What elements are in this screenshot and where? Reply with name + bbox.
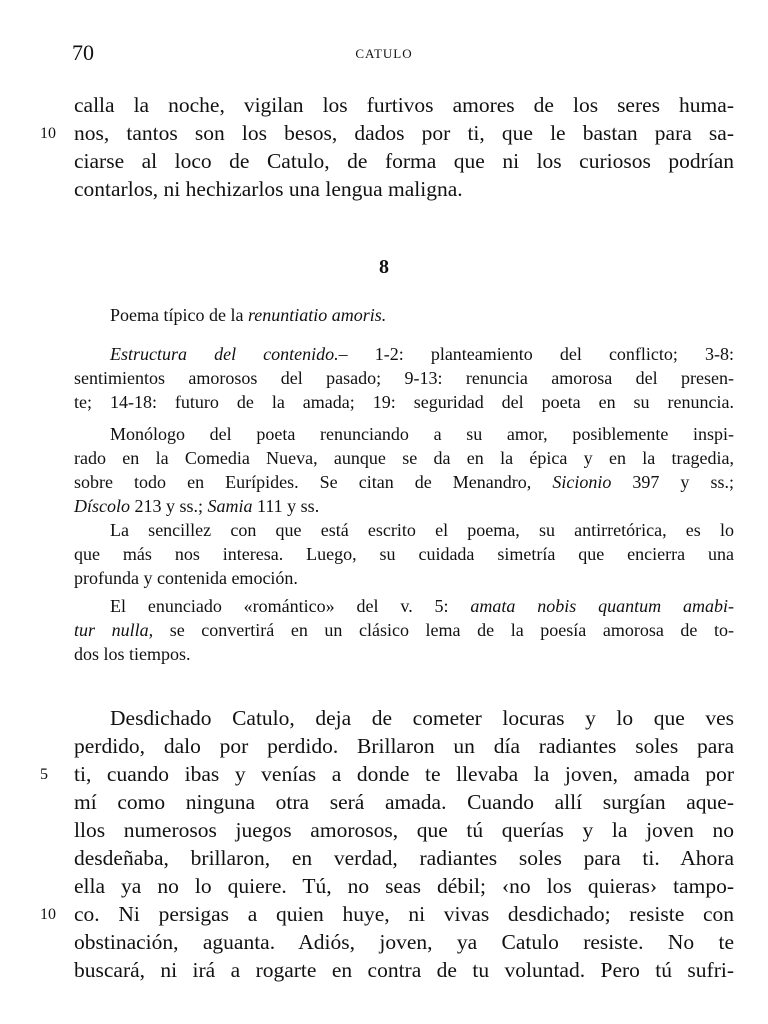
commentary-line: Monólogo del poeta renunciando a su amor, posiblemente inspi-: [110, 424, 734, 444]
line-number: 5: [40, 766, 48, 783]
page-number: 70: [72, 40, 94, 65]
line-number: 10: [40, 906, 56, 923]
commentary-line: profunda y contenida emoción.: [74, 568, 298, 588]
poem-line: mí como ninguna otra será amada. Cuando allí surgían aque-: [74, 790, 734, 814]
text-line: nos, tantos son los besos, dados por ti, que le bastan para sa-: [74, 121, 734, 145]
commentary-line: El enunciado «romántico» del v. 5: amata nobis quantum amabi-: [110, 596, 734, 616]
text-line: calla la noche, vigilan los furtivos amores de los seres huma-: [74, 93, 734, 117]
text-line: contarlos, ni hechizarlos una lengua maligna.: [74, 177, 463, 201]
commentary-line: rado en la Comedia Nueva, aunque se da en la épica y en la tragedia,: [74, 448, 734, 468]
commentary-line: dos los tiempos.: [74, 644, 191, 664]
poem-number: 8: [379, 256, 389, 278]
poem-line: ella ya no lo quiere. Tú, no seas débil; ‹no los quieras› tampo-: [74, 874, 734, 898]
line-number: 10: [40, 125, 56, 142]
poem-line: Desdichado Catulo, deja de cometer locuras y lo que ves: [110, 706, 734, 730]
running-title: CATULO: [355, 46, 413, 61]
commentary-line: La sencillez con que está escrito el poema, su antirretórica, es lo: [110, 520, 734, 540]
poem-line: co. Ni persigas a quien huye, ni vivas desdichado; resiste con: [74, 902, 734, 926]
commentary-line: sobre todo en Eurípides. Se citan de Menandro, Sicionio 397 y ss.;: [74, 472, 734, 492]
text-line: ciarse al loco de Catulo, de forma que ni los curiosos podrían: [74, 149, 734, 173]
poem-line: obstinación, aguanta. Adiós, joven, ya Catulo resiste. No te: [74, 930, 734, 954]
poem-line: perdido, dalo por perdido. Brillaron un día radiantes soles para: [74, 734, 734, 758]
poem-line: buscará, ni irá a rogarte en contra de tu voluntad. Pero tú sufri-: [74, 958, 734, 982]
commentary-line: Poema típico de la renuntiatio amoris.: [110, 305, 387, 325]
commentary-line: que más nos interesa. Luego, su cuidada simetría que encierra una: [74, 544, 734, 564]
poem-line: desdeñaba, brillaron, en verdad, radiantes soles para ti. Ahora: [74, 846, 734, 870]
commentary-line: Estructura del contenido.– 1-2: planteamiento del conflicto; 3-8:: [110, 344, 734, 364]
poem-line: llos numerosos juegos amorosos, que tú querías y la joven no: [74, 818, 734, 842]
poem-line: ti, cuando ibas y venías a donde te llevaba la joven, amada por: [74, 762, 734, 786]
commentary-line: sentimientos amorosos del pasado; 9-13: renuncia amorosa del presen-: [74, 368, 734, 388]
commentary-line: Díscolo 213 y ss.; Samia 111 y ss.: [74, 496, 320, 516]
commentary-line: te; 14-18: futuro de la amada; 19: seguridad del poeta en su renuncia.: [74, 392, 734, 412]
commentary-line: tur nulla, se convertirá en un clásico lema de la poesía amorosa de to-: [74, 620, 734, 640]
